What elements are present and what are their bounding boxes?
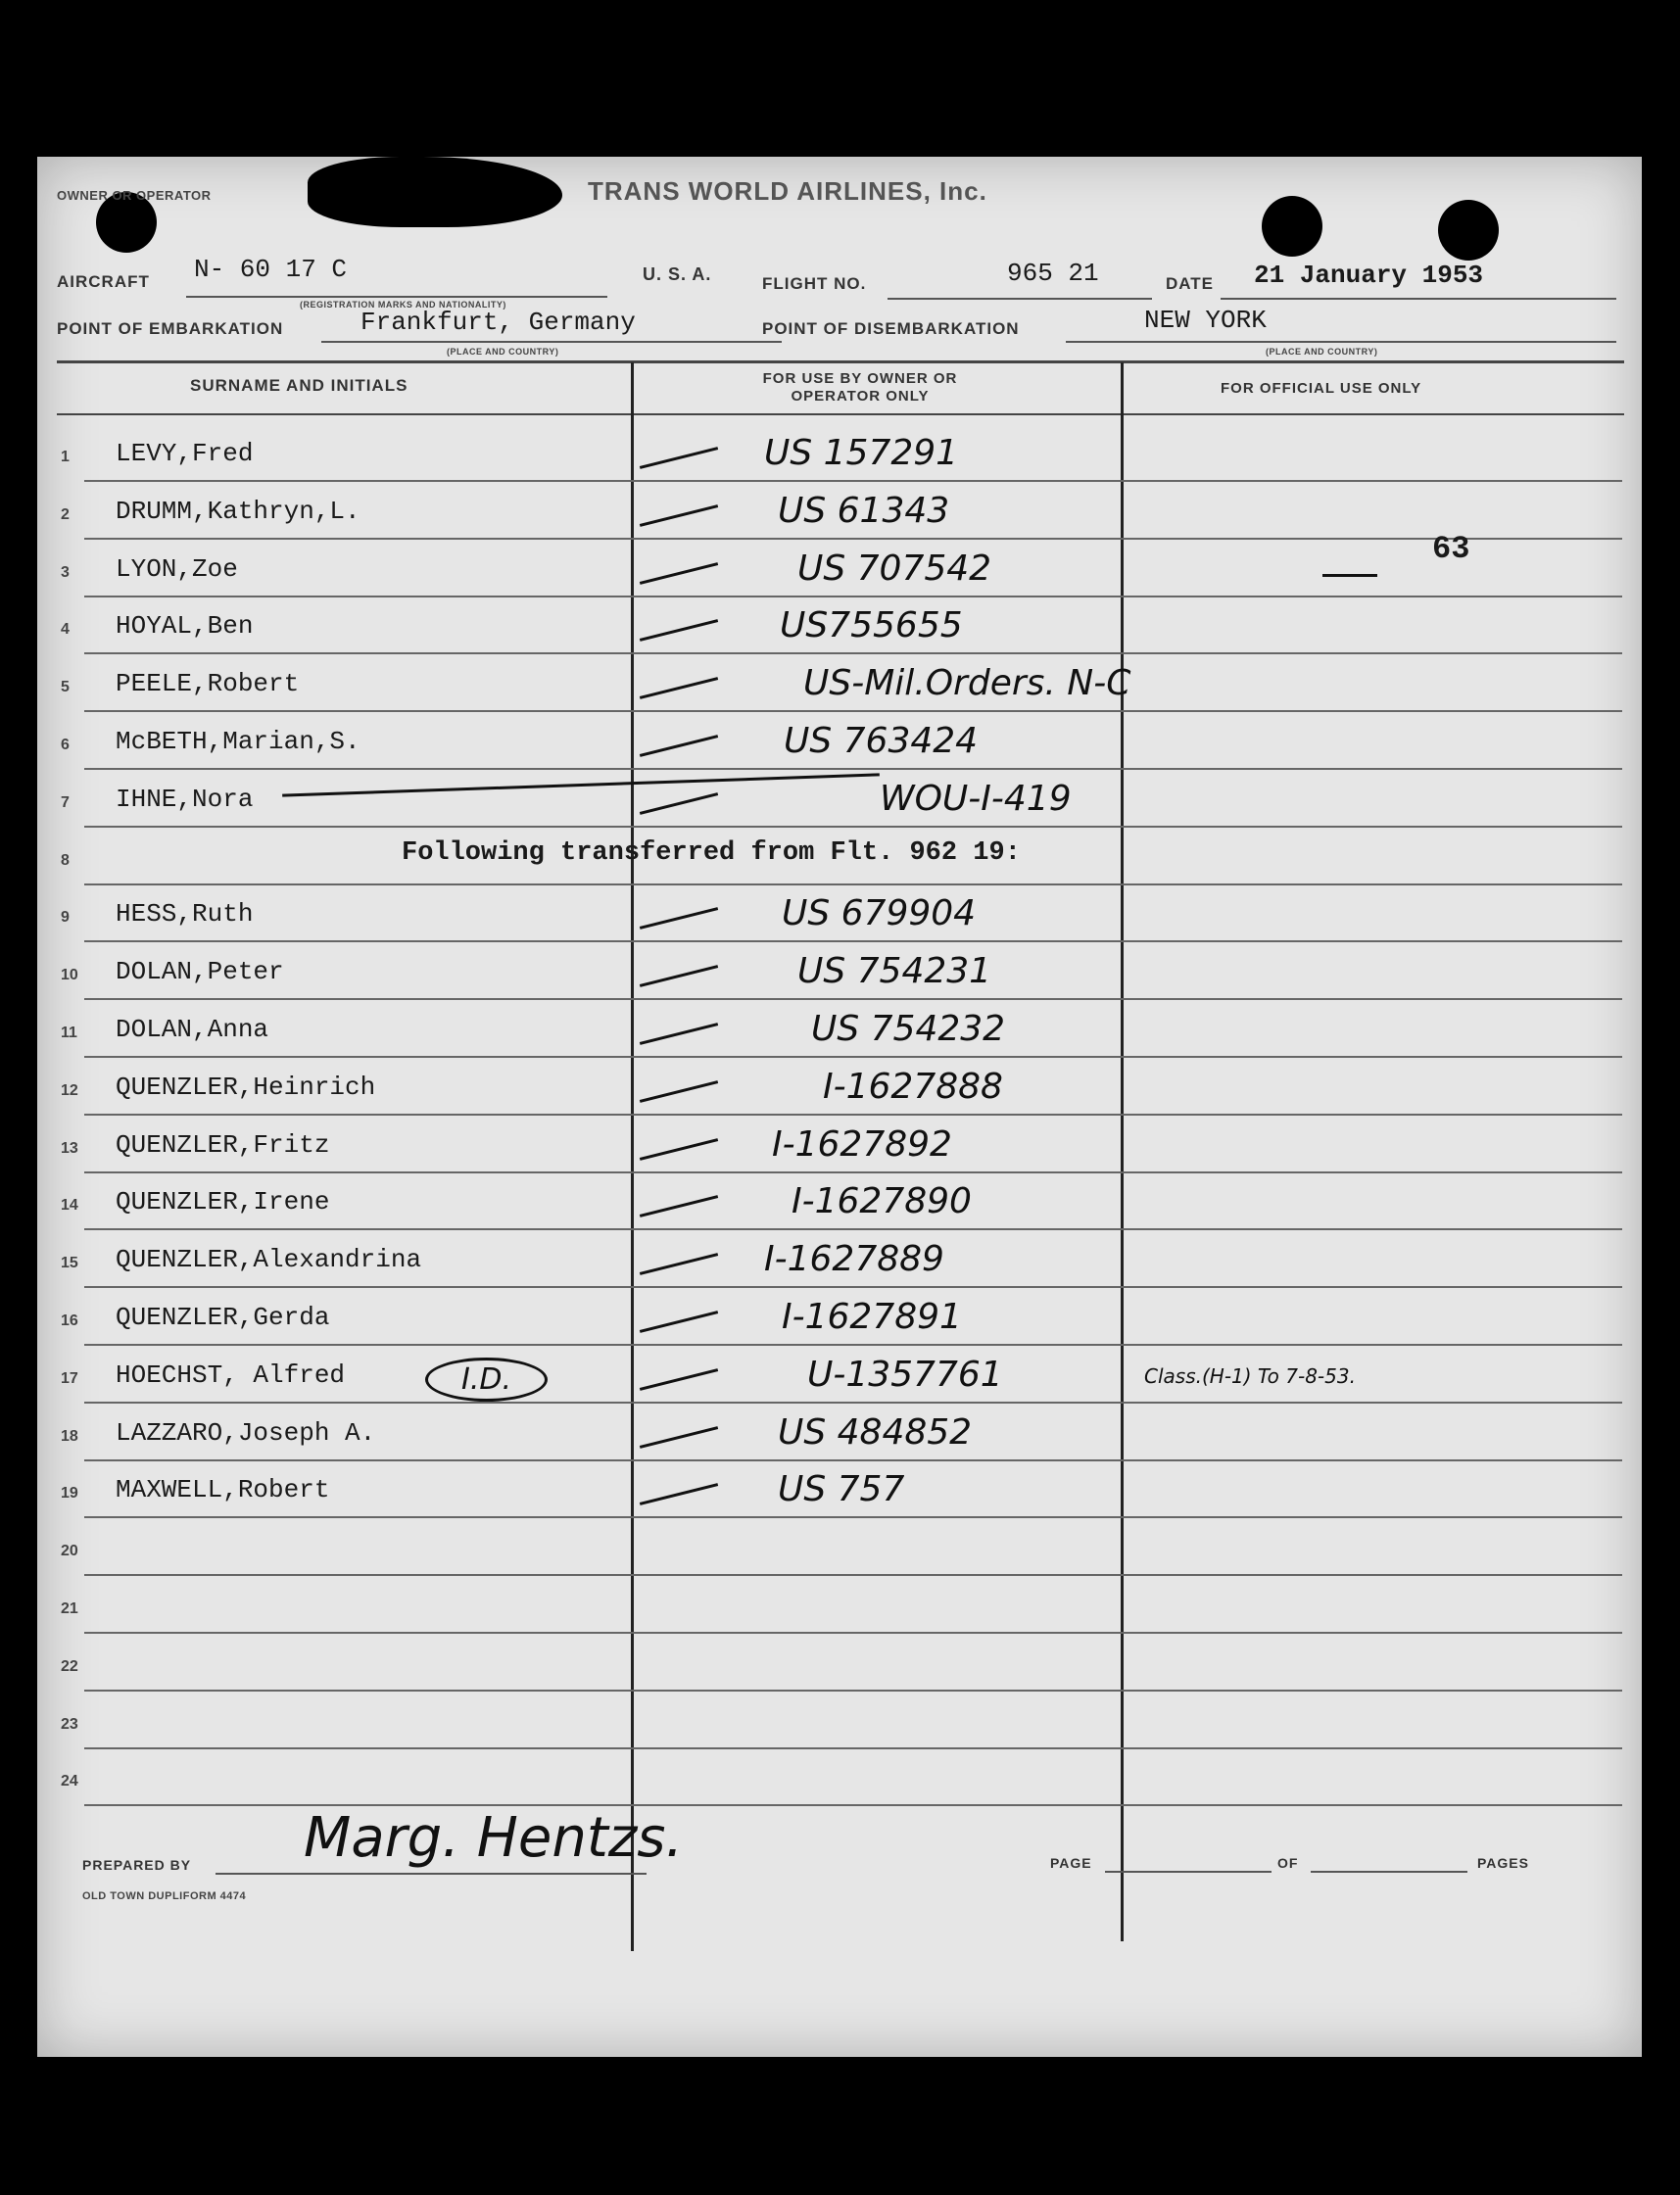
check-dash-mark (640, 1253, 718, 1275)
disembark-label: POINT OF DISEMBARKATION (762, 319, 1020, 338)
passport-number: US 679904 (782, 893, 977, 934)
check-dash-mark (640, 908, 718, 930)
row-number: 3 (61, 563, 70, 581)
row-number: 18 (61, 1427, 78, 1445)
passenger-name: DOLAN,Peter (116, 957, 284, 987)
flight-label: FLIGHT NO. (762, 274, 867, 293)
passport-number: US 757 (778, 1469, 905, 1510)
row-rule (84, 1574, 1622, 1576)
punch-hole-3 (1438, 200, 1499, 261)
row-rule (84, 596, 1622, 597)
passport-number: WOU-I-419 (880, 778, 1072, 819)
row-number: 11 (61, 1025, 77, 1041)
passenger-name: DOLAN,Anna (116, 1015, 269, 1044)
passenger-name: QUENZLER,Alexandrina (116, 1245, 422, 1275)
row-number: 17 (61, 1369, 78, 1387)
passenger-name: HESS,Ruth (116, 899, 254, 930)
check-dash-mark (640, 504, 718, 527)
passport-number: I-1627889 (764, 1239, 944, 1280)
passenger-name: QUENZLER,Irene (116, 1187, 330, 1217)
passport-number: I-1627890 (792, 1181, 972, 1222)
passport-number: US 707542 (797, 548, 992, 589)
row-rule (84, 1114, 1622, 1116)
row-number: 14 (61, 1197, 78, 1215)
date-underline (1221, 298, 1616, 300)
row-number: 6 (61, 737, 70, 753)
embark-label: POINT OF EMBARKATION (57, 319, 284, 338)
row-rule (84, 1056, 1622, 1058)
row-number: 10 (61, 967, 78, 984)
passenger-name: PEELE,Robert (116, 669, 300, 699)
passport-number: I-1627888 (823, 1066, 1003, 1107)
check-dash-mark (640, 735, 718, 757)
passport-number: US755655 (780, 605, 963, 646)
punch-hole-2 (1262, 196, 1322, 257)
row-rule (84, 1459, 1622, 1461)
passenger-name: QUENZLER,Fritz (116, 1129, 330, 1160)
td-mark: I.D. (425, 1358, 548, 1402)
page-label: PAGE (1050, 1855, 1092, 1871)
check-dash-mark (640, 677, 718, 699)
check-dash-mark (640, 1368, 718, 1391)
col-divider-2 (1121, 362, 1124, 1941)
row-rule (84, 1228, 1622, 1230)
paper-damage-mark (308, 157, 562, 227)
row-rule (84, 1402, 1622, 1404)
row-number: 22 (61, 1657, 78, 1675)
row-number: 16 (61, 1312, 78, 1329)
form-id: OLD TOWN DUPLIFORM 4474 (82, 1890, 247, 1902)
check-dash-mark (640, 1196, 718, 1218)
check-dash-mark (640, 792, 718, 815)
row-number: 15 (61, 1255, 78, 1272)
passport-number: US 157291 (764, 433, 959, 473)
owner-label: OWNER OR OPERATOR (57, 188, 212, 203)
row-number: 7 (61, 793, 70, 811)
passport-number: I-1627891 (782, 1297, 962, 1337)
passenger-name: HOECHST, Alfred (116, 1360, 346, 1390)
row-rule (84, 1747, 1622, 1749)
date-value: 21 January 1953 (1254, 261, 1484, 290)
col-owner-header: FOR USE BY OWNER OR OPERATOR ONLY (762, 370, 958, 405)
aircraft-value: N- 60 17 C (194, 255, 348, 284)
place-note-2: (PLACE AND COUNTRY) (1266, 347, 1378, 357)
check-dash-mark (640, 1023, 718, 1045)
official-count: 63 (1432, 531, 1470, 567)
preparer-signature: Marg. Hentzs. (304, 1806, 684, 1870)
page-underline (1105, 1871, 1272, 1873)
row-number: 4 (61, 621, 70, 639)
row-number: 24 (61, 1773, 78, 1790)
check-dash-mark (640, 1426, 718, 1449)
check-dash-mark (640, 1080, 718, 1103)
row-rule (84, 826, 1622, 828)
passport-number: US 763424 (784, 721, 979, 761)
column-header-rule (57, 413, 1624, 415)
row-number: 9 (61, 909, 70, 927)
passenger-name: LAZZARO,Joseph A. (116, 1417, 376, 1448)
check-dash-mark (640, 447, 718, 469)
prepared-by-underline (216, 1873, 647, 1875)
col-divider-1 (631, 362, 634, 1951)
prepared-by-label: PREPARED BY (82, 1857, 192, 1873)
passenger-name: LEVY,Fred (116, 439, 254, 468)
header-rule (57, 360, 1624, 363)
passport-number: I-1627892 (772, 1123, 952, 1165)
row-number: 1 (61, 449, 70, 465)
row-rule (84, 768, 1622, 770)
passport-number: US 754232 (811, 1009, 1006, 1049)
embark-value: Frankfurt, Germany (360, 308, 636, 337)
manifest-sheet (37, 157, 1642, 2057)
row-number: 13 (61, 1139, 78, 1157)
passport-number: US 754231 (797, 951, 992, 992)
passenger-name: HOYAL,Ben (116, 611, 254, 642)
row-number: 5 (61, 679, 70, 696)
of-label: OF (1277, 1855, 1299, 1871)
col-surname-header: SURNAME AND INITIALS (190, 376, 408, 395)
registration-note: (REGISTRATION MARKS AND NATIONALITY) (300, 300, 506, 310)
aircraft-underline (186, 296, 607, 298)
row-rule (84, 480, 1622, 482)
row-rule (84, 1286, 1622, 1288)
row-rule (84, 710, 1622, 712)
row-number: 8 (61, 851, 70, 869)
transfer-note: Following transferred from Flt. 962 19: (402, 838, 1021, 868)
disembark-underline (1066, 341, 1616, 343)
official-dash (1322, 574, 1377, 577)
check-dash-mark (640, 965, 718, 987)
flight-value: 965 21 (1007, 259, 1099, 288)
row-number: 21 (61, 1600, 78, 1617)
check-dash-mark (640, 562, 718, 585)
row-rule (84, 940, 1622, 942)
row-number: 19 (61, 1485, 78, 1503)
row-rule (84, 1632, 1622, 1634)
aircraft-label: AIRCRAFT (57, 272, 150, 291)
disembark-value: NEW YORK (1144, 306, 1267, 335)
pages-label: PAGES (1477, 1855, 1529, 1871)
date-label: DATE (1166, 274, 1215, 293)
passenger-name: QUENZLER,Heinrich (116, 1072, 376, 1102)
check-dash-mark (640, 1484, 718, 1506)
of-underline (1311, 1871, 1467, 1873)
official-note: Class.(H-1) To 7-8-53. (1144, 1363, 1356, 1388)
row-rule (84, 652, 1622, 654)
passport-number: U-1357761 (807, 1354, 1003, 1395)
row-rule (84, 1516, 1622, 1518)
usa-label: U. S. A. (643, 264, 712, 284)
company-name: TRANS WORLD AIRLINES, Inc. (588, 176, 987, 206)
ihne-strike (282, 773, 880, 796)
row-number: 20 (61, 1543, 78, 1560)
row-rule (84, 998, 1622, 1000)
passenger-name: McBETH,Marian,S. (116, 727, 360, 756)
check-dash-mark (640, 1311, 718, 1333)
passenger-name: LYON,Zoe (116, 553, 238, 584)
row-number: 12 (61, 1081, 78, 1099)
row-rule (84, 1171, 1622, 1173)
col-official-header: FOR OFFICIAL USE ONLY (1221, 380, 1422, 397)
row-rule (84, 1690, 1622, 1692)
row-number: 23 (61, 1715, 78, 1733)
check-dash-mark (640, 620, 718, 643)
passenger-name: MAXWELL,Robert (116, 1475, 330, 1505)
passport-number: US-Mil.Orders. N-C (803, 663, 1131, 704)
row-number: 2 (61, 505, 70, 523)
check-dash-mark (640, 1138, 718, 1161)
passport-number: US 484852 (778, 1411, 973, 1453)
passenger-name: DRUMM,Kathryn,L. (116, 496, 360, 526)
row-rule (84, 883, 1622, 885)
flight-underline (888, 298, 1152, 300)
embark-underline (321, 341, 782, 343)
passenger-name: QUENZLER,Gerda (116, 1303, 330, 1332)
passport-number: US 61343 (778, 490, 950, 531)
passenger-name: IHNE,Nora (116, 784, 254, 814)
row-rule (84, 538, 1622, 540)
place-note-1: (PLACE AND COUNTRY) (447, 347, 559, 357)
row-rule (84, 1344, 1622, 1346)
